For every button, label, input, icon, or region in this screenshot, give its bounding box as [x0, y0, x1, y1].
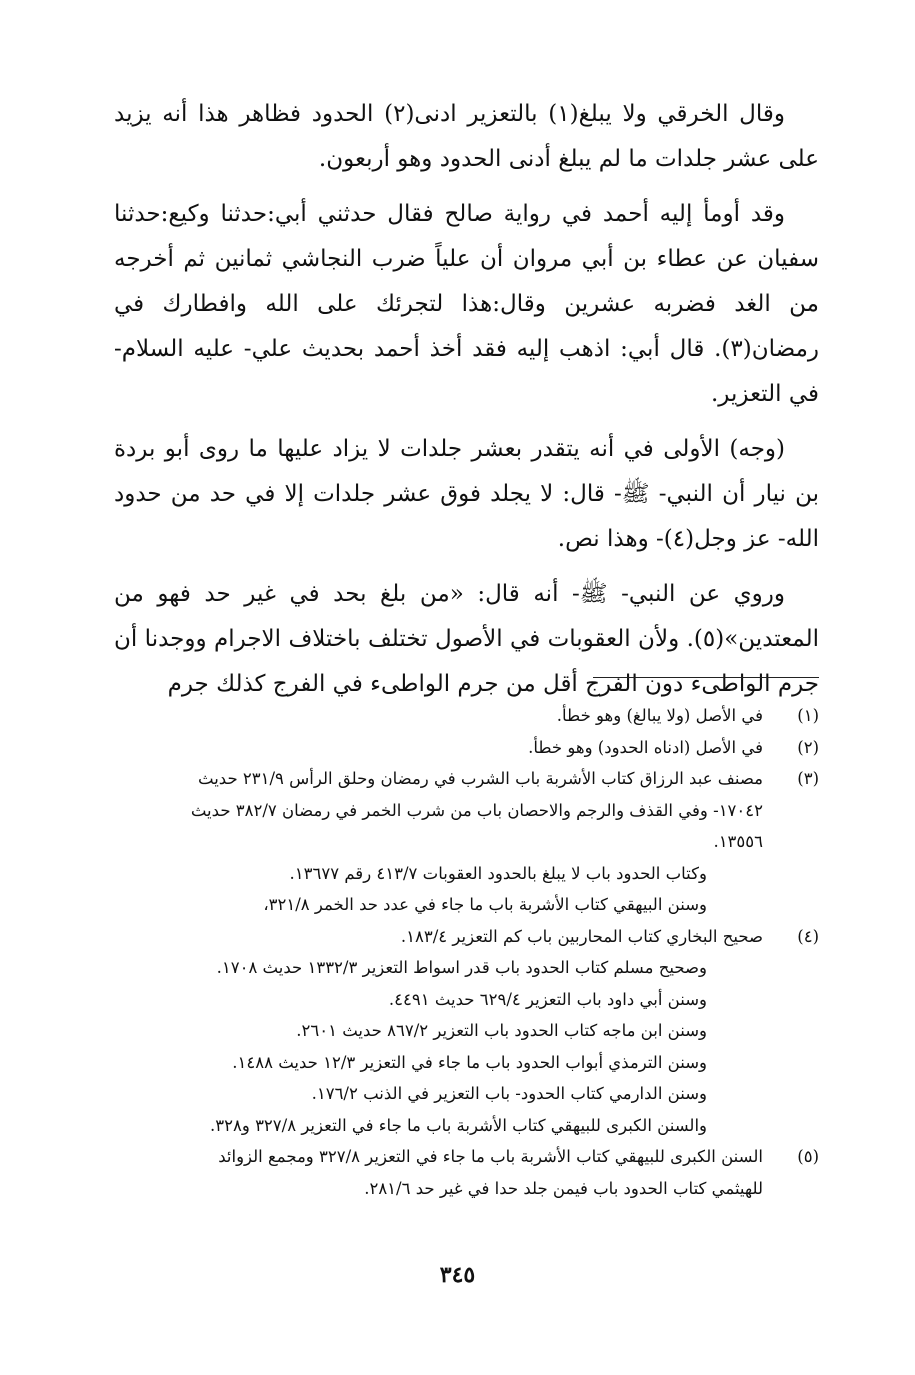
footnote-5: [107, 1141, 819, 1204]
footnote-number: (٤): [797, 926, 819, 946]
footnote-body: [107, 700, 763, 732]
footnote-subline: وسنن أبي داود باب التعزير ٦٢٩/٤ حديث ٤٤٩١.: [388, 989, 707, 1009]
footnote-number: (١): [797, 706, 819, 725]
footnote-line: ١٣٥٥٦.: [713, 832, 763, 851]
footnote-subline: وسنن الترمذي أبواب الحدود باب ما جاء في التعزير ١٢/٣ حديث ١٤٨٨.: [232, 1052, 707, 1072]
paragraph: وقال الخرقي ولا يبلغ(١) بالتعزير ادنى(٢) الحدود فظاهر هذا أنه يزيد على عشر جلدات ما لم يبلغ أدنى الحدود وهو أربعون.: [114, 101, 819, 172]
footnote-1: [107, 700, 819, 732]
paragraph: وروي عن النبي- ﷺ- أنه قال: «من بلغ بحد في غير حد فهو من المعتدين»(٥). ولأن العقوبات في الأصول تختلف باختلاف الاجرام ووجدنا أن جرم الواطىء دون الفرج أقل من جرم الواطىء في الفرج كذلك جرم: [114, 581, 819, 697]
footnote-number: (٢): [797, 737, 819, 757]
paragraph: وقد أومأ إليه أحمد في رواية صالح فقال حدثني أبي:حدثنا وكيع:حدثنا سفيان عن عطاء بن أبي مروان أن علياً ضرب النجاشي ثمانين ثم أخرجه من الغد فضربه عشرين وقال:هذا لتجرئك على الله وافطارك في رمضان(٣). قال أبي: اذهب إليه فقد أخذ أحمد بحديث علي- عليه السلام- في التعزير.: [114, 201, 819, 407]
footnote-body: [107, 763, 763, 921]
footnote-line: صحيح البخاري كتاب المحاربين باب كم التعزير ١٨٣/٤.: [400, 926, 763, 946]
footnote-subline: وصحيح مسلم كتاب الحدود باب قدر اسواط التعزير ١٣٣٢/٣ حديث ١٧٠٨.: [216, 958, 707, 977]
footnote-3: [107, 763, 819, 921]
footnote-body: [107, 1141, 763, 1204]
footnote-line: في الأصل (ادناه الحدود) وهو خطأ.: [528, 737, 763, 757]
footnote-subline: وسنن الدارمي كتاب الحدود- باب التعزير في الذنب ١٧٦/٢.: [311, 1084, 707, 1103]
footnote-body: [107, 732, 763, 764]
footnotes: [107, 700, 819, 1204]
footnote-line: في الأصل (ولا يبالغ) وهو خطأ.: [556, 706, 763, 725]
paragraph: (وجه) الأولى في أنه يتقدر بعشر جلدات لا يزاد عليها ما روى أبو بردة بن نيار أن النبي- ﷺ- قال: لا يجلد فوق عشر جلدات إلا في حد من حدود الله- عز وجل(٤)- وهذا نص.: [114, 436, 819, 552]
footnote-subline: وسنن البيهقي كتاب الأشربة باب ما جاء في عدد حد الخمر ٣٢١/٨،: [263, 895, 707, 914]
footnote-line: ١٧٠٤٢- وفي القذف والرجم والاحصان باب من شرب الخمر في رمضان ٣٨٢/٧ حديث: [190, 800, 763, 820]
footnote-4: [107, 921, 819, 1142]
footnote-subline: وكتاب الحدود باب لا يبلغ بالحدود العقوبات ٤١٣/٧ رقم ١٣٦٧٧.: [289, 863, 707, 883]
footnote-body: [107, 921, 763, 1142]
footnote-line: للهيثمي كتاب الحدود باب فيمن جلد حدا في غير حد ٢٨١/٦.: [364, 1178, 763, 1198]
footnote-line: مصنف عبد الرزاق كتاب الأشربة باب الشرب في رمضان وحلق الرأس ٢٣١/٩ حديث: [198, 769, 763, 788]
footnote-line: السنن الكبرى للبيهقي كتاب الأشربة باب ما جاء في التعزير ٣٢٧/٨ ومجمع الزوائد: [218, 1147, 763, 1166]
footnote-number: (٣): [797, 769, 819, 788]
footnote-number: (٥): [797, 1147, 819, 1166]
footnote-subline: والسنن الكبرى للبيهقي كتاب الأشربة باب ما جاء في التعزير ٣٢٧/٨ و٣٢٨.: [210, 1115, 707, 1135]
footnote-subline: وسنن ابن ماجه كتاب الحدود باب التعزير ٨٦٧/٢ حديث ٢٦٠١.: [296, 1021, 707, 1040]
page-number: ٣٤٥: [439, 1262, 476, 1288]
footnote-2: [107, 732, 819, 764]
footnote-separator: [593, 677, 819, 678]
main-text: [114, 92, 819, 717]
